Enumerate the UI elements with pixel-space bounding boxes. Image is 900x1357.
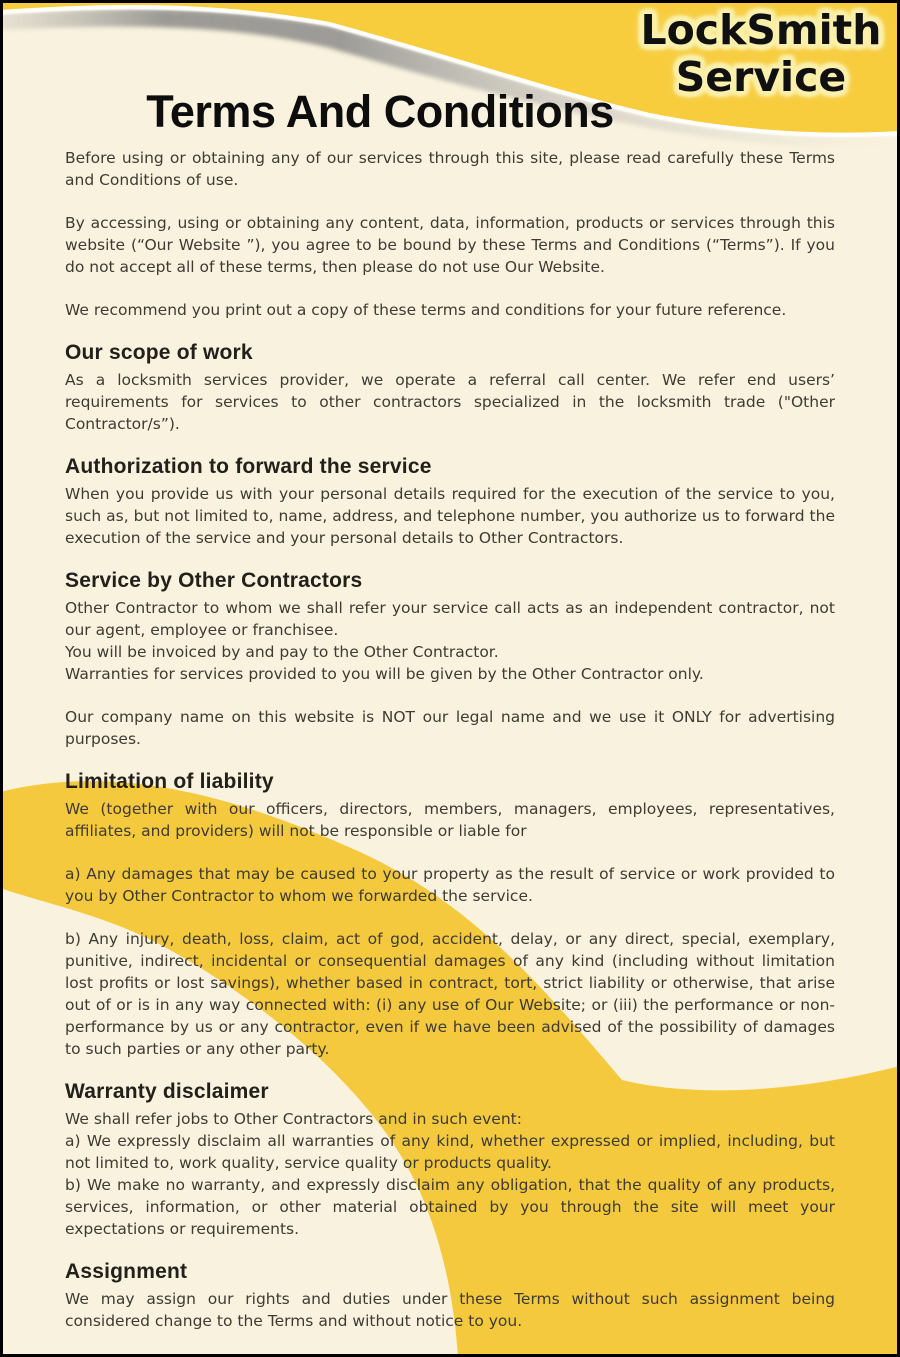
- section-paragraph: We may assign our rights and duties under these Terms without such assignment being considered change to the Terms and without notice to you.: [65, 1290, 835, 1330]
- section-paragraph: When you provide us with your personal details required for the execution of the service to you, such as, but not limited to, name, address, and telephone number, you authorize us to forward the execution of the service and your personal details to Other Contractors.: [65, 485, 835, 547]
- intro-paragraph: Before using or obtaining any of our services through this site, please read carefully these Terms and Conditions of use.: [65, 149, 835, 189]
- section-authorization: [65, 453, 835, 549]
- section-paragraph: Other Contractor to whom we shall refer your service call acts as an independent contractor, not our agent, employee or franchisee.: [65, 599, 835, 639]
- section-paragraph: b) We make no warranty, and expressly disclaim any obligation, that the quality of any products, services, information, or other material obtained by you through the site will meet your expectations or requirements.: [65, 1176, 835, 1238]
- terms-content: [65, 147, 835, 1332]
- section-paragraph: You will be invoiced by and pay to the Other Contractor.: [65, 643, 499, 661]
- section-heading: Service by Other Contractors: [65, 569, 363, 592]
- section-heading: Our scope of work: [65, 341, 253, 364]
- brand-line-1: LockSmith: [640, 6, 882, 54]
- section-scope-of-work: [65, 339, 835, 435]
- section-limitation-of-liability: [65, 768, 835, 1060]
- intro-paragraph: By accessing, using or obtaining any content, data, information, products or services through this website (“Our Website ”), you agree to be bound by these Terms and Conditions (“Terms”). If you do not accept all of these terms, then please do not use Our Website.: [65, 214, 835, 276]
- section-paragraph: a) Any damages that may be caused to your property as the result of service or work provided to you by Other Contractor to whom we forwarded the service.: [65, 865, 835, 905]
- brand-line-2: Service: [675, 53, 847, 101]
- section-paragraph: a) We expressly disclaim all warranties of any kind, whether expressed or implied, including, but not limited to, work quality, service quality or products quality.: [65, 1132, 835, 1172]
- section-service-by-other-contractors: [65, 567, 835, 750]
- section-paragraph: b) Any injury, death, loss, claim, act of god, accident, delay, or any direct, special, exemplary, punitive, indirect, incidental or consequential damages of any kind (including without limitation lost profits or lost savings), whether based in contract, tort, strict liability or otherwise, that arise out of or is in any way connected with: (i) any use of Our Website; or (iii) the performance or non-performance by us or any contractor, even if we have been advised of the possibility of damages to such parties or any other party.: [65, 930, 835, 1058]
- page-title: Terms And Conditions: [146, 86, 614, 137]
- section-paragraph: Our company name on this website is NOT our legal name and we use it ONLY for advertising purposes.: [65, 708, 835, 748]
- section-paragraph: We shall refer jobs to Other Contractors and in such event:: [65, 1110, 522, 1128]
- intro-paragraph: We recommend you print out a copy of these terms and conditions for your future reference.: [65, 301, 787, 319]
- section-paragraph: Warranties for services provided to you will be given by the Other Contractor only.: [65, 665, 704, 683]
- section-paragraph: As a locksmith services provider, we operate a referral call center. We refer end users’ requirements for services to other contractors specialized in the locksmith trade ("Other Contractor/s”).: [65, 371, 835, 433]
- section-heading: Warranty disclaimer: [65, 1080, 269, 1103]
- section-heading: Assignment: [65, 1260, 188, 1283]
- section-assignment: [65, 1258, 835, 1332]
- section-warranty-disclaimer: [65, 1078, 835, 1240]
- section-heading: Authorization to forward the service: [65, 455, 432, 478]
- section-heading: Limitation of liability: [65, 770, 274, 793]
- section-paragraph: We (together with our officers, directors, members, managers, employees, representatives, affiliates, and providers) will not be responsible or liable for: [65, 800, 835, 840]
